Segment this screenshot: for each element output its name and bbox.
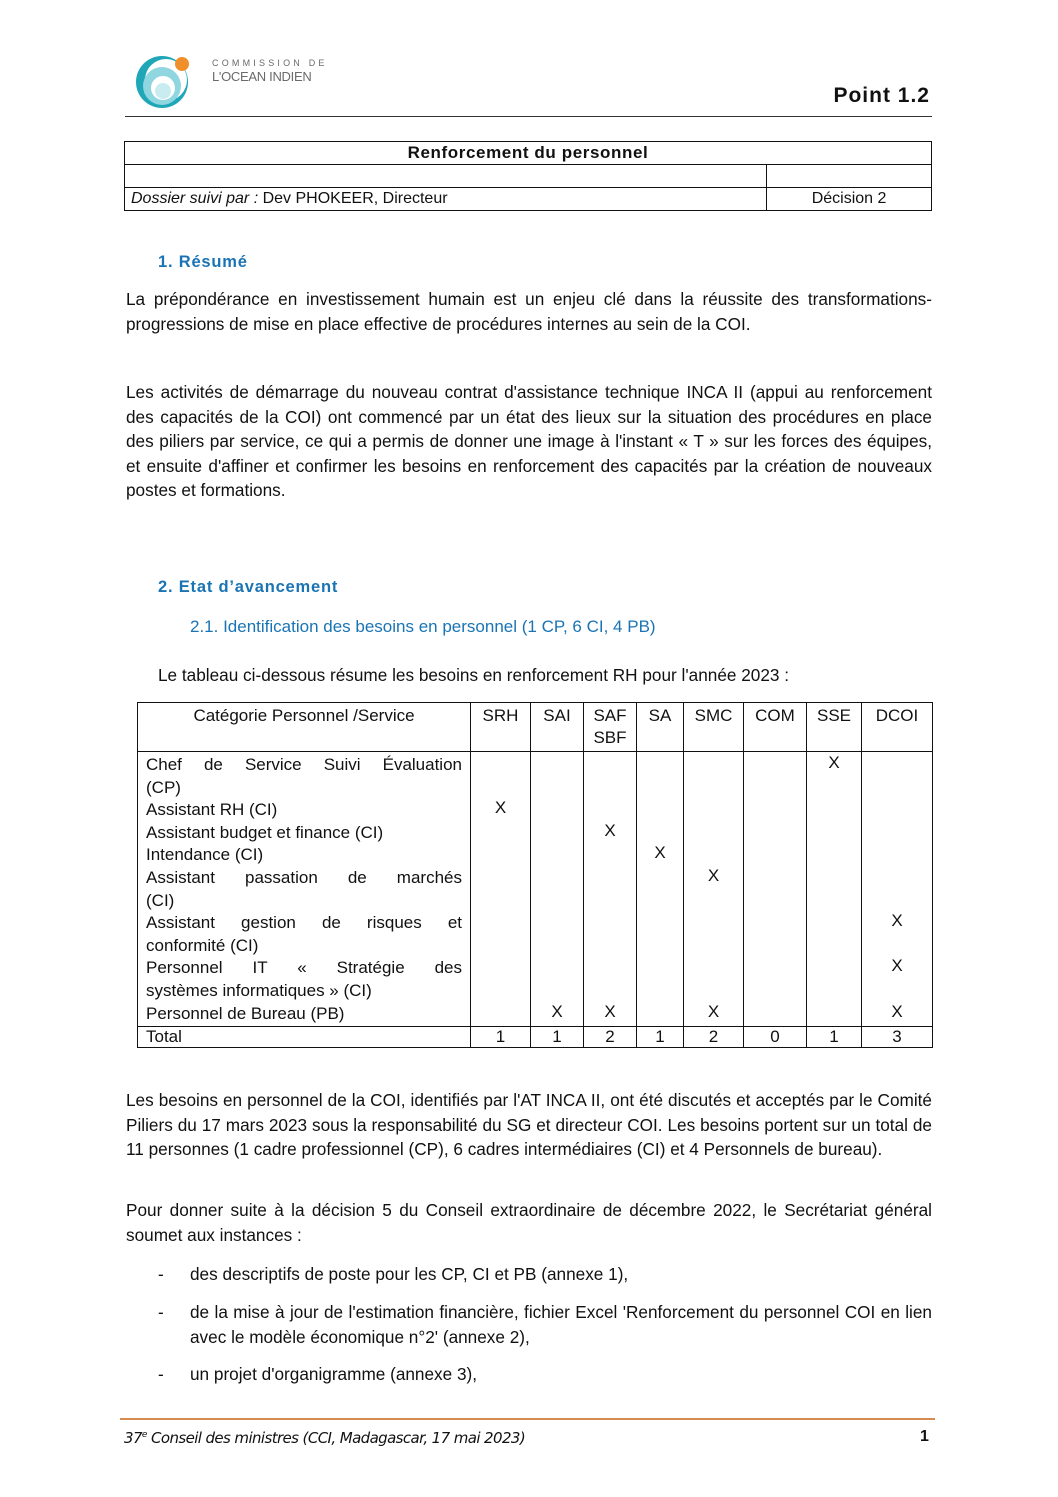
need-mark: X <box>891 1001 903 1021</box>
coi-logo-icon <box>132 48 202 110</box>
category-label: (CP) <box>146 777 181 797</box>
need-mark <box>807 1001 861 1024</box>
need-mark <box>584 865 636 888</box>
need-mark <box>531 775 583 798</box>
need-mark <box>744 865 806 888</box>
need-mark <box>684 888 743 911</box>
category-label: Assistant budget et finance (CI) <box>146 822 384 842</box>
need-mark <box>807 775 861 798</box>
dossier-label: Dossier suivi par : <box>131 190 259 207</box>
need-mark: X <box>494 798 507 818</box>
header-sbf: SBF <box>593 728 627 747</box>
need-mark <box>471 933 530 956</box>
need-mark <box>744 888 806 911</box>
category-label: Chef de Service Suivi Évaluation <box>146 755 462 774</box>
need-mark <box>684 933 743 956</box>
need-mark <box>531 865 583 888</box>
need-mark <box>637 1001 683 1024</box>
point-label: Point 1.2 <box>833 84 930 107</box>
bullet-text: de la mise à jour de l'estimation financière, fichier Excel 'Renforcement du personnel COI en lien avec le modèle économique n°2' (annexe 2), <box>190 1302 932 1347</box>
need-mark <box>744 933 806 956</box>
page-number: 1 <box>920 1428 929 1445</box>
col-srh <box>471 752 531 1027</box>
need-mark <box>584 933 636 956</box>
total-value: 2 <box>584 1027 637 1048</box>
need-mark <box>862 797 932 820</box>
total-value: 1 <box>807 1027 862 1048</box>
header-sa: SA <box>637 703 684 752</box>
title-box <box>124 141 932 211</box>
need-mark <box>471 1001 530 1024</box>
need-mark <box>684 775 743 798</box>
paragraph-text: Les activités de démarrage du nouveau contrat d'assistance technique INCA II (appui au renforcement des capacités de la COI) ont commencé par un état des lieux sur la situation des procédures en place des piliers par service, ce qui a permis de donner une image à l'instant « T » sur les forces des équipes, et ensuite d'affiner et confirmer les besoins en renforcement des capacités par la création de nouveaux postes et formations. <box>126 382 932 500</box>
paragraph-text: La prépondérance en investissement humain est un enjeu clé dans la réussite des transformations-progressions de mise en place effective de procédures internes au sein de la COI. <box>126 289 932 334</box>
need-mark <box>531 978 583 1001</box>
paragraph-text: Pour donner suite à la décision 5 du Conseil extraordinaire de décembre 2022, le Secrétariat général soumet aux instances : <box>126 1200 932 1245</box>
footer-text <box>124 1429 525 1447</box>
col-com <box>744 752 807 1027</box>
need-mark: X <box>891 911 903 931</box>
need-mark <box>471 865 530 888</box>
logo-line2: L'OCEAN INDIEN <box>212 69 312 84</box>
need-mark <box>807 888 861 911</box>
need-mark: X <box>891 956 903 976</box>
need-mark <box>531 955 583 978</box>
header-sse: SSE <box>807 703 862 752</box>
resume-paragraph-1 <box>126 287 932 336</box>
logo-line1: COMMISSION DE <box>212 58 328 68</box>
category-label: Assistant RH (CI) <box>146 800 278 820</box>
need-mark <box>862 978 932 1001</box>
need-mark <box>471 910 530 933</box>
need-mark <box>807 797 861 820</box>
bullet-dash: - <box>158 1364 164 1384</box>
section-heading-etat: 2. Etat d’avancement <box>158 578 339 596</box>
need-mark <box>531 910 583 933</box>
need-mark <box>531 933 583 956</box>
need-mark <box>862 865 932 888</box>
need-mark <box>637 865 683 888</box>
need-mark <box>862 752 932 775</box>
need-mark <box>744 775 806 798</box>
need-mark <box>744 1001 806 1024</box>
need-mark <box>807 910 861 933</box>
footer-sup: e <box>141 1430 147 1440</box>
header-divider <box>125 116 932 117</box>
paragraph-text: Les besoins en personnel de la COI, identifiés par l'AT INCA II, ont été discutés et acceptés par le Comité Piliers du 17 mars 2023 sous la responsabilité du SG et directeur COI. Les besoins portent sur un total de 11 personnes (1 cadre professionnel (CP), 6 cadres intermédiaires (CI) et 4 Personnels de bureau). <box>126 1090 932 1159</box>
header-saf: SAF <box>593 706 627 725</box>
header-com: COM <box>744 703 807 752</box>
category-label: systèmes informatiques » (CI) <box>146 980 372 1000</box>
need-mark <box>862 842 932 865</box>
needs-paragraph <box>126 1088 932 1162</box>
footer-number: 37 <box>124 1429 142 1447</box>
total-value: 3 <box>862 1027 933 1048</box>
col-dcoi <box>862 752 933 1027</box>
need-mark <box>584 775 636 798</box>
header-dcoi: DCOI <box>862 703 933 752</box>
need-mark <box>637 978 683 1001</box>
need-mark: X <box>654 843 666 863</box>
need-mark <box>637 888 683 911</box>
resume-paragraph-2 <box>126 380 932 503</box>
col-saf-sbf <box>584 752 637 1027</box>
need-mark <box>471 978 530 1001</box>
need-mark <box>637 955 683 978</box>
need-mark <box>471 775 530 798</box>
category-column <box>138 752 471 1027</box>
footer-rest: Conseil des ministres (CCI, Madagascar, 17 mai 2023) <box>146 1429 526 1447</box>
need-mark <box>684 955 743 978</box>
bullet-text: des descriptifs de poste pour les CP, CI et PB (annexe 1), <box>190 1264 629 1284</box>
need-mark: X <box>604 820 616 840</box>
need-mark <box>684 978 743 1001</box>
need-mark <box>807 842 861 865</box>
need-mark: X <box>828 753 840 772</box>
category-label: (CI) <box>146 890 175 910</box>
category-label: Intendance (CI) <box>146 845 264 865</box>
need-mark <box>531 797 583 820</box>
need-mark <box>584 955 636 978</box>
col-sse <box>807 752 862 1027</box>
coi-logo <box>132 48 432 108</box>
total-value: 1 <box>637 1027 684 1048</box>
need-mark: X <box>707 1001 720 1021</box>
need-mark <box>637 933 683 956</box>
submission-paragraph <box>126 1198 932 1247</box>
category-label: Personnel de Bureau (PB) <box>146 1003 345 1023</box>
need-mark <box>637 910 683 933</box>
col-sa <box>637 752 684 1027</box>
need-mark <box>684 910 743 933</box>
subsection-heading: 2.1. Identification des besoins en personnel (1 CP, 6 CI, 4 PB) <box>190 617 656 636</box>
total-value: 2 <box>684 1027 744 1048</box>
need-mark <box>584 752 636 775</box>
need-mark <box>637 752 683 775</box>
category-label: Assistant passation de marchés <box>146 867 462 887</box>
document-title: Renforcement du personnel <box>125 142 932 165</box>
need-mark <box>744 820 806 843</box>
need-mark <box>584 842 636 865</box>
category-label: conformité (CI) <box>146 935 259 955</box>
staff-needs-table <box>137 702 933 1048</box>
table-header-row <box>138 703 933 752</box>
need-mark <box>684 797 743 820</box>
category-label: Personnel IT « Stratégie des <box>146 958 462 978</box>
need-mark <box>744 842 806 865</box>
need-mark <box>531 842 583 865</box>
need-mark <box>531 888 583 911</box>
need-mark <box>584 910 636 933</box>
need-mark <box>744 978 806 1001</box>
need-mark <box>744 797 806 820</box>
need-mark <box>531 752 583 775</box>
empty-cell <box>125 165 767 188</box>
need-mark <box>744 955 806 978</box>
need-mark <box>807 955 861 978</box>
need-mark: X <box>604 1001 616 1021</box>
table-intro: Le tableau ci-dessous résume les besoins en renforcement RH pour l'année 2023 : <box>158 665 789 685</box>
dossier-value: Dev PHOKEER, Directeur <box>258 190 448 207</box>
empty-cell <box>767 165 932 188</box>
decision-label: Décision 2 <box>767 188 932 211</box>
need-mark <box>744 752 806 775</box>
need-mark <box>862 820 932 843</box>
header-smc: SMC <box>684 703 744 752</box>
need-mark <box>807 933 861 956</box>
need-mark <box>637 797 683 820</box>
need-mark <box>471 955 530 978</box>
bullet-dash: - <box>158 1264 164 1284</box>
category-label: Assistant gestion de risques et <box>146 913 462 933</box>
table-total-row <box>138 1027 933 1048</box>
need-mark <box>584 797 636 820</box>
need-mark <box>471 888 530 911</box>
need-mark <box>584 888 636 911</box>
need-mark <box>637 775 683 798</box>
header-sai: SAI <box>531 703 584 752</box>
footer-divider <box>120 1418 935 1420</box>
header-saf-sbf <box>584 703 637 752</box>
need-mark <box>807 865 861 888</box>
need-mark <box>807 978 861 1001</box>
need-mark <box>471 842 530 865</box>
need-mark <box>684 842 743 865</box>
need-mark <box>744 910 806 933</box>
bullet-dash: - <box>158 1302 164 1322</box>
need-mark <box>684 820 743 843</box>
need-mark <box>584 978 636 1001</box>
need-mark <box>862 888 932 911</box>
total-value: 0 <box>744 1027 807 1048</box>
table-body <box>138 752 933 1027</box>
need-mark <box>862 775 932 798</box>
need-mark <box>862 933 932 956</box>
total-value: 1 <box>471 1027 531 1048</box>
total-label: Total <box>138 1027 471 1048</box>
total-value: 1 <box>531 1027 584 1048</box>
col-smc <box>684 752 744 1027</box>
header-srh: SRH <box>471 703 531 752</box>
need-mark <box>471 820 530 843</box>
need-mark <box>684 752 743 775</box>
col-sai <box>531 752 584 1027</box>
need-mark: X <box>707 865 720 885</box>
header-category: Catégorie Personnel /Service <box>138 703 471 752</box>
dossier-cell <box>125 188 767 211</box>
section-heading-resume: 1. Résumé <box>158 253 248 271</box>
need-mark <box>471 752 530 775</box>
need-mark: X <box>551 1001 563 1021</box>
need-mark <box>531 820 583 843</box>
need-mark <box>807 820 861 843</box>
bullet-text: un projet d'organigramme (annexe 3), <box>190 1364 478 1384</box>
need-mark <box>637 820 683 843</box>
